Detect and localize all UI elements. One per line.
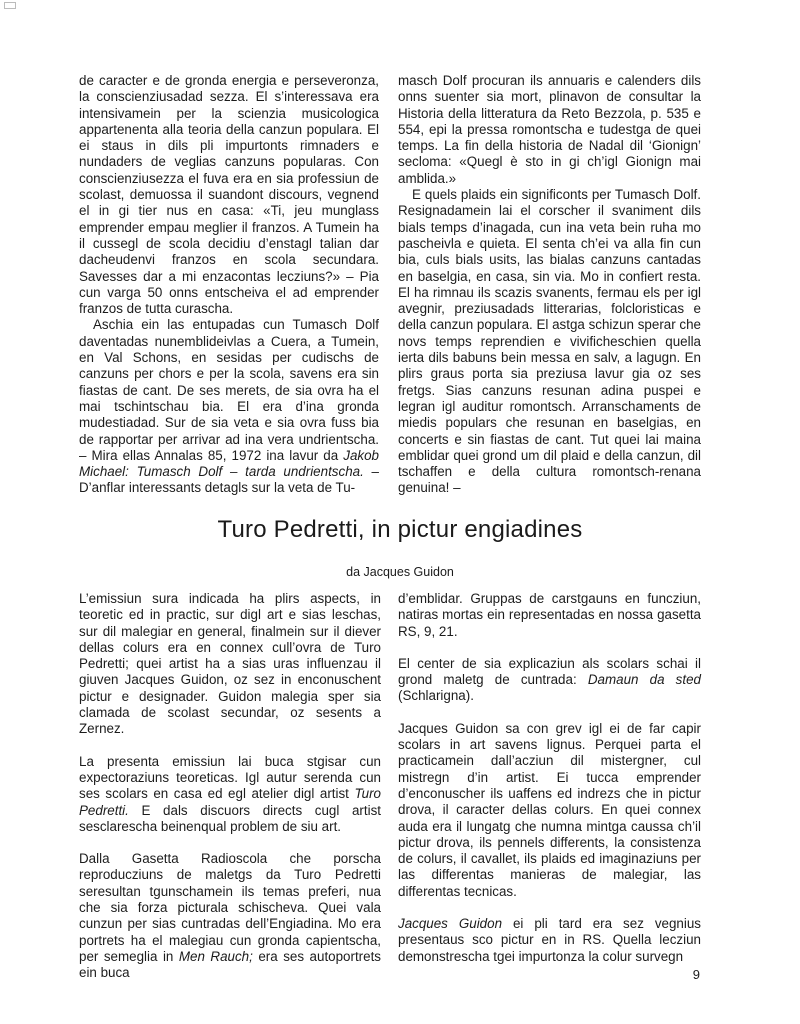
paragraph-text: ei pli tard era sez vegnius presentaus sco pictur en in RS. Quella lecziun demonstrescha tgei impurtonza la colur survegn <box>398 916 701 964</box>
article-byline: da Jacques Guidon <box>346 565 454 579</box>
paragraph-text: – D’anflar interessants detagls sur la veta de Tu- <box>79 464 379 496</box>
paragraph-text: era ses autoportrets ein buca <box>79 948 382 981</box>
paragraph-text: (Schlarigna). <box>398 688 474 704</box>
paragraph: Jacques Guidon sa con grev igl ei de far capir scolars in art savens lignus. Perquei parta el practicamein dall’acziun dil mistergner, cul mistregn d’in artist. Ei tucca emprender d’enconuscher ils uaffens ed indrezs che in pictur drova, il caracter dellas colurs. En quei connex auda era il lungatg che numna mintga caussa ch’il pictur drova, ils pennels differents, la consistenza de colurs, il cavallet, ils plaids ed imaginaziuns per las differentas manieras de malegiar, las differentas tecnicas. <box>398 720 701 899</box>
page-number: 9 <box>692 967 700 982</box>
paragraph-text: E quels plaids ein significonts per Tumasch Dolf. Resignadamein lai el corscher il svaniment dils bials temps d’inagada, cun ina veta bein ruha mo pascheivla e quieta. El senta ch’ei va alla fin cun bia, culs bials usits, las bialas canzuns cantadas en baselgia, en casa, sin via. Mo in confiert resta. El ha rimnau ils scazis svanents, fermau els per igl avegnir, preziusadads litterarias, folcloristicas e della canzun populara. El astga schizun sperar che novs temps reprendien e vivificheschien quella ierta dils babuns bein messa en salv, a lagugn. En plirs graus porta sia preziusa lavur gia oz ses fretgs. Sias canzuns resunan adina puspei e legran igl auditur romontsch. Arranschaments de miedis populars che resunan en baselgias, en concerts e sin fiastas de cant. Tut quei lai maina emblidar quei grond um dil plaid e della canzun, dil tschaffen e della cultura romontsch-renana genuina! – <box>398 187 701 496</box>
article-title: Turo Pedretti, in pictur engiadines <box>217 516 583 543</box>
paragraph-text: Dalla Gasetta Radioscola che porscha reproducziuns de maletgs da Turo Pedretti seresultan tgunschamein ils temas preferi, nua che sia forza picturala schischeva. Quei vala cunzun per sias cuntradas dell’Engiadina. Mo era portrets ha el malegiau cun gronda capientscha, per semeglia in <box>79 851 381 964</box>
paragraph-text: E dals discuors directs cugl artist sesclarescha beinenqual problem de siu art. <box>79 802 381 834</box>
article1-right-column <box>398 73 701 497</box>
paragraph: masch Dolf procuran ils annuaris e calenders dils onns suenter sia mort, plinavon de consultar la Historia della litteratura da Reto Bezzola, p. 535 e 554, epi la pressa romontscha e tudestga de quei temps. La fin della historia de Nadal dil ‘Gionign’ secloma: «Quegl è sto in gi ch’igl Gionign mai amblida.» <box>398 73 701 186</box>
paragraph-text: La presenta emissiun lai buca stgisar cun expectoraziuns teoreticas. Igl autur serenda cun ses scolars en casa ed egl atelier digl artist <box>79 753 381 802</box>
paragraph <box>79 754 381 835</box>
paragraph <box>398 656 701 705</box>
paragraph <box>398 187 701 497</box>
paragraph <box>79 317 379 496</box>
article2-right-column <box>398 591 701 965</box>
paragraph <box>79 851 381 981</box>
scan-corner-mark <box>4 2 16 9</box>
article2-left-column <box>79 591 381 982</box>
paragraph: de caracter e de gronda energia e perseveronza, la conscienziusadad sezza. El s’interessava era intensivamein per la scienzia musicologica appartenenta alla teoria della canzun populara. El ei staus in dils pli impurtonts rimnaders e nundaders de veglias canzuns popularas. Con conscienziusezza el fuva era en sia professiun de scolast, demuossa il suandont discours, vegnend el in gi tier nus en casa: «Ti, jeu munglass emprender empau meglier il franzos. A Tumein ha il cussegl de scola decidiu d’enstagl talian dar dacheudenvi franzos en scola secundara. Savesses dar a mi enzacontas lecziuns?» – Pia cun varga 50 onns entscheiva el ad emprender franzos de tutta curascha. <box>79 73 379 317</box>
paragraph: d’emblidar. Gruppas de carstgauns en funcziun, natiras mortas ein representadas en nossa gasetta RS, 9, 21. <box>398 591 701 639</box>
italic-citation: Jakob Michael: Tumasch Dolf – tarda undrientscha. <box>79 447 379 480</box>
italic-name: Jacques Guidon <box>398 916 503 932</box>
italic-title: Damaun da sted <box>587 672 701 688</box>
paragraph <box>398 916 701 965</box>
paragraph-text: Aschia ein las entupadas cun Tumasch Dolf daventadas nunemblideivlas a Cuera, a Tumein, en Val Schons, en sesidas per cudischs de canzuns per chors e per la scola, savens era sin fiastas de cant. De ses merets, de sia ovra ha el mai tschintschau bia. El era d’ina gronda mudestiadad. Sur de sia veta e sia ovra fuss bia de rapportar per arrivar ad ina vera undrientscha. – Mira ellas Annalas 85, 1972 ina lavur da <box>79 317 379 463</box>
article1-left-column <box>79 73 379 497</box>
italic-name: Turo Pedretti. <box>79 786 381 818</box>
paragraph-text: El center de sia explicaziun als scolars schai il grond maletg de cuntrada: <box>398 655 701 688</box>
italic-name: Men Rauch; <box>178 948 253 964</box>
paragraph: L’emissiun sura indicada ha plirs aspects, in teoretic ed in practic, sur digl art e sias leschas, sur dil malegiar en general, finalmein sur il diever dellas colurs era en connex cull’ovra de Turo Pedretti; quei artist ha a sias uras influenzau il giuven Jacques Guidon, oz sez in enconuschent pictur e designader. Guidon malegia sper sia clamada de scolast secundar, oz sesents a Zernez. <box>79 591 381 737</box>
